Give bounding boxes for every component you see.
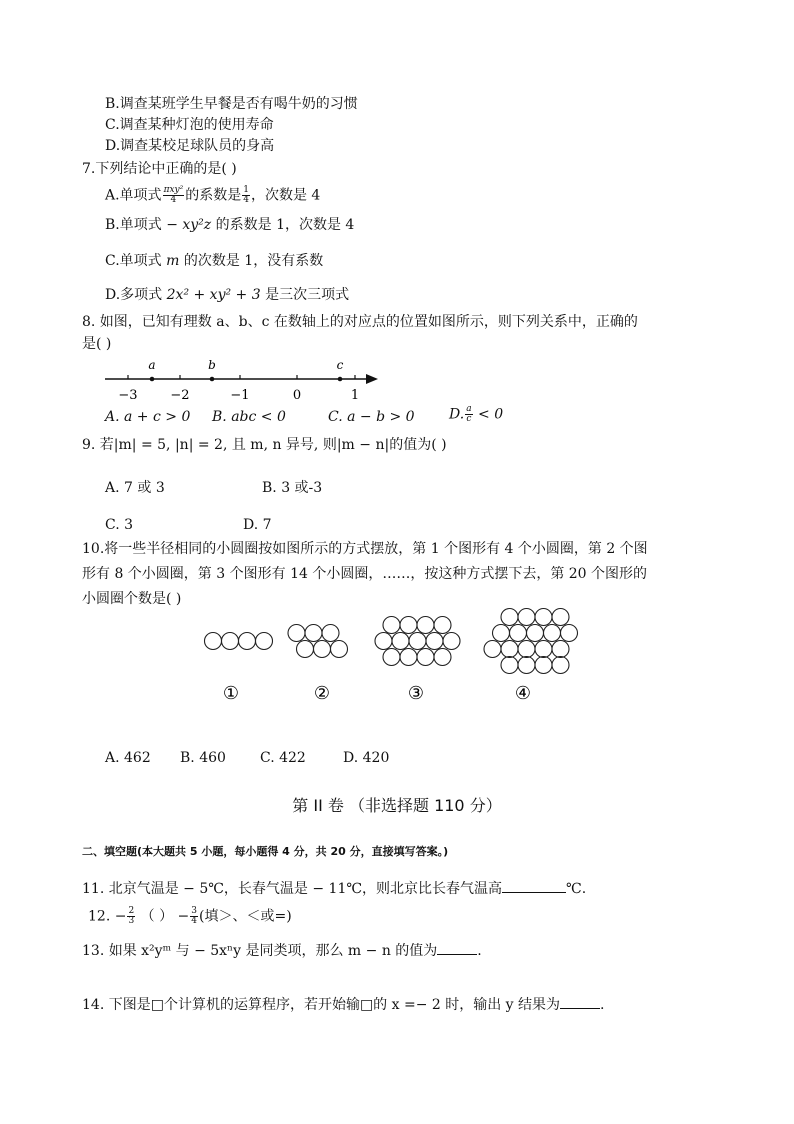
q12-mid: （ ） − [136, 908, 190, 925]
figure-2-circle [297, 641, 314, 658]
q8-d-prefix: D. [449, 406, 465, 423]
q7-d-expr: 2x² + xy² + 3 [162, 287, 266, 303]
figure-3-circle [400, 649, 417, 666]
q8-stem-line2: 是( ) [82, 336, 112, 352]
q10-option-c: C. 422 [260, 750, 306, 766]
figure-4-circle [510, 625, 527, 642]
q8-tick-label: −3 [118, 388, 138, 403]
figure-4-circle [552, 641, 569, 658]
figure-3-circle [426, 633, 443, 650]
q12-frac2-den: 4 [191, 916, 198, 926]
figure-4-circle [527, 625, 544, 642]
q12-suffix: (填＞、＜或=) [199, 908, 292, 925]
q8-stem-line1: 8. 如图，已知有理数 a、b、c 在数轴上的对应点的位置如图所示，则下列关系中，正确的 [82, 314, 638, 330]
figure-4-circle [561, 625, 578, 642]
q10-stem-line1: 10.将一些半径相同的小圆圈按如图所示的方式摆放，第 1 个图形有 4 个小圆圈，第 2 个图 [82, 541, 648, 557]
q8-tick-label: 1 [350, 388, 360, 403]
q11-text: 11. 北京气温是 − 5℃，长春气温是 − 11℃，则北京比长春气温高 [82, 881, 503, 897]
figure-3-circle [409, 633, 426, 650]
q12 [88, 907, 292, 926]
q7-c-prefix: C.单项式 [105, 253, 162, 269]
q14-text: 14. 下图是□个计算机的运算程序，若开始输□的 x =− 2 时，输出 y 结果为 [82, 997, 561, 1013]
figure-3-circle [375, 633, 392, 650]
q9-stem: 9. 若|m| = 5, |n| = 2, 且 m, n 异号, 则|m − n|的值为( ) [82, 437, 447, 453]
q7-a-coef-den: 4 [243, 195, 249, 205]
q6-option-b: B.调查某班学生早餐是否有喝牛奶的习惯 [105, 96, 358, 112]
q7-option-b [105, 216, 354, 234]
figure-4-circle [552, 657, 569, 674]
q7-c-expr: m [161, 253, 184, 269]
q13-text: 13. 如果 x²yᵐ 与 − 5xⁿy 是同类项，那么 m − n 的值为 [82, 943, 438, 959]
figure-4-circle [552, 609, 569, 626]
q9-option-a: A. 7 或 3 [105, 480, 165, 496]
figure-2-circle [305, 625, 322, 642]
q6-option-c: C.调查某种灯泡的使用寿命 [105, 117, 274, 133]
figure-4-circle [501, 641, 518, 658]
q7-b-expr: − xy²z [161, 217, 216, 233]
q10-stem-line3: 小圆圈个数是( ) [82, 591, 182, 607]
q12-frac1-den: 3 [128, 916, 135, 926]
q14-end: . [600, 997, 605, 1013]
figure-2-circle [288, 625, 305, 642]
q8-label-a: a [148, 358, 156, 372]
q8-point-b [210, 377, 215, 382]
figure-3-circle [392, 633, 409, 650]
q7-b-suffix: 的系数是 1，次数是 4 [215, 217, 355, 233]
q14 [82, 996, 605, 1014]
q7-a-prefix: A.单项式 [105, 187, 162, 204]
q7-a-suffix: ，次数是 4 [250, 187, 321, 204]
q8-label-b: b [208, 358, 216, 372]
q9-option-d: D. 7 [243, 517, 272, 533]
figure-4-circle [544, 625, 561, 642]
q11-answer-blank[interactable] [502, 892, 566, 893]
q8-d-suffix: < 0 [473, 406, 504, 423]
q8-tick-label: 0 [292, 388, 302, 403]
q7-a-fraction [163, 186, 185, 205]
figure-3-circle [434, 617, 451, 634]
q8-option-a: A. a + c > 0 [105, 409, 191, 425]
q9-option-b: B. 3 或-3 [262, 480, 323, 496]
figure-4-circle [535, 641, 552, 658]
q8-d-fraction [465, 405, 472, 424]
figure-4-circle [535, 657, 552, 674]
q12-prefix: 12. − [88, 908, 127, 925]
q8-point-a [150, 377, 155, 382]
figure-4-circle [493, 625, 510, 642]
figure-2-circle [314, 641, 331, 658]
q8-option-b: B. abc < 0 [212, 409, 286, 425]
figure-4-circle [518, 609, 535, 626]
q7-option-d [105, 286, 349, 304]
figure-3-circle [443, 633, 460, 650]
q7-option-a [105, 186, 320, 205]
q13-end: . [477, 943, 482, 959]
figure-3-circle [434, 649, 451, 666]
figure-3-circle [417, 649, 434, 666]
figure-4-circle [501, 609, 518, 626]
q11 [82, 880, 586, 898]
q7-a-coef-fraction [242, 186, 250, 205]
q8-d-num: a [466, 404, 472, 414]
q10-option-b: B. 460 [180, 750, 226, 766]
q14-answer-blank[interactable] [560, 1008, 600, 1009]
q8-tick-label: −1 [230, 388, 250, 403]
q7-a-frac-den: 4 [170, 195, 177, 205]
part2-title: 第 II 卷 （非选择题 110 分） [292, 796, 502, 815]
figure-label-3: ③ [407, 683, 425, 704]
figure-2-circle [331, 641, 348, 658]
q12-frac2 [190, 907, 198, 926]
figure-1-circle [256, 633, 273, 650]
q7-d-prefix: D.多项式 [105, 287, 163, 303]
figure-1-circle [239, 633, 256, 650]
figure-3-circle [400, 617, 417, 634]
figure-3-circle [383, 649, 400, 666]
q7-a-coef-num: 1 [243, 185, 249, 195]
q6-option-d: D.调查某校足球队员的身高 [105, 138, 275, 154]
q10-stem-line2: 形有 8 个小圆圈，第 3 个图形有 14 个小圆圈，……，按这种方式摆下去，第 20 个图形的 [82, 566, 648, 582]
figure-label-4: ④ [514, 683, 532, 704]
q10-option-d: D. 420 [343, 750, 390, 766]
q13 [82, 942, 482, 960]
figure-3-circle [383, 617, 400, 634]
q7-stem: 7.下列结论中正确的是( ) [82, 161, 237, 177]
figure-3-circle [417, 617, 434, 634]
q8-d-den: c [466, 414, 472, 424]
q12-frac2-num: 3 [191, 906, 198, 916]
q10-circle-figures [205, 605, 575, 715]
figure-4-circle [501, 657, 518, 674]
q7-a-frac-num: πxy² [163, 185, 184, 195]
q8-tick-label: −2 [170, 388, 190, 403]
q9-option-c: C. 3 [105, 517, 134, 533]
q7-d-suffix: 是三次三项式 [265, 287, 350, 303]
q7-a-mid: 的系数是 [185, 187, 242, 204]
figure-4-circle [484, 641, 501, 658]
q12-frac1-num: 2 [128, 906, 135, 916]
part2-instructions: 二、填空题(本大题共 5 小题，每小题得 4 分，共 20 分，直接填写答案。) [82, 845, 449, 858]
q7-option-c [105, 252, 323, 270]
q13-answer-blank[interactable] [437, 954, 477, 955]
q7-c-suffix: 的次数是 1，没有系数 [183, 253, 324, 269]
q8-option-c: C. a − b > 0 [328, 409, 415, 425]
figure-4-circle [535, 609, 552, 626]
q8-option-d [449, 405, 503, 424]
figure-1-circle [222, 633, 239, 650]
q12-frac1 [127, 907, 135, 926]
figure-4-circle [518, 657, 535, 674]
q10-option-a: A. 462 [105, 750, 151, 766]
q8-number-line [100, 355, 390, 405]
figure-2-circle [322, 625, 339, 642]
q8-point-c [338, 377, 343, 382]
figure-1-circle [205, 633, 222, 650]
figure-4-circle [518, 641, 535, 658]
figure-label-1: ① [222, 683, 240, 704]
q8-label-c: c [336, 358, 344, 372]
figure-label-2: ② [313, 683, 331, 704]
q7-b-prefix: B.单项式 [105, 217, 162, 233]
q11-unit: ℃. [566, 881, 587, 897]
